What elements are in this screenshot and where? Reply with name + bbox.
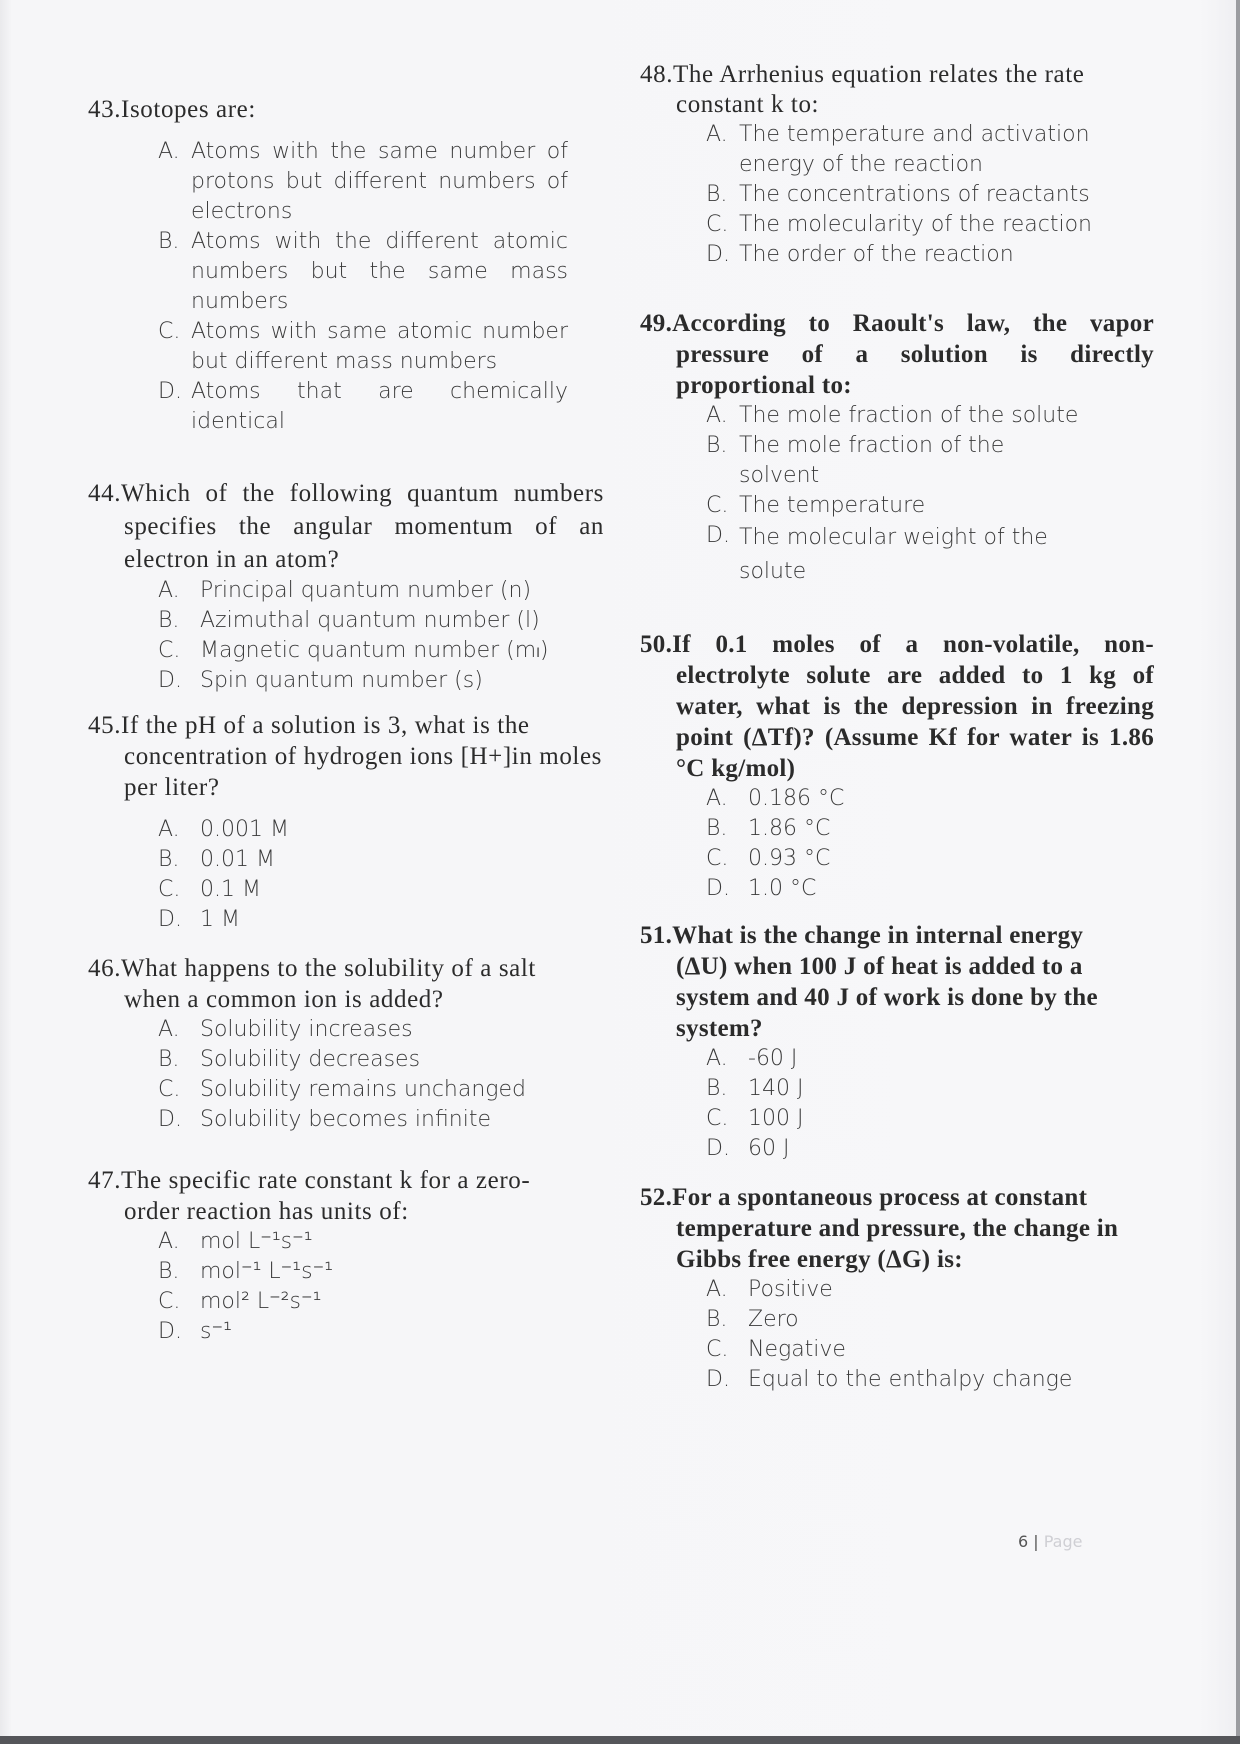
option: [706, 844, 1120, 874]
question-44: [88, 477, 604, 696]
option-text: 140 J: [748, 1076, 804, 1101]
option-letter: D.: [706, 242, 730, 267]
question-48: [640, 60, 1120, 270]
option-text: The order of the reaction: [739, 242, 1014, 267]
option: [706, 1365, 1120, 1395]
option: [158, 227, 568, 317]
option: [158, 636, 578, 666]
option-text: Equal to the enthalpy change: [748, 1367, 1073, 1392]
option-text: 1.0 °C: [748, 876, 817, 901]
question-43-options: [158, 137, 568, 437]
question-51: [640, 920, 1120, 1164]
question-48-text: 48.The Arrhenius equation relates the rate constant k to:: [640, 61, 1085, 118]
question-52-options: [706, 1275, 1120, 1395]
option-text: Atoms with the same number of protons but different numbers of electrons: [191, 139, 568, 224]
option-letter: D.: [158, 668, 182, 693]
page-number-word: Page: [1043, 1532, 1083, 1551]
option: [706, 1275, 1120, 1305]
question-50-options: [706, 784, 1120, 904]
question-45: [88, 710, 602, 935]
page-edge-bottom: [0, 1736, 1240, 1744]
option-text: The molecular weight of the solute: [739, 525, 1048, 584]
question-51-options: [706, 1044, 1120, 1164]
page-number-value: 6 |: [1018, 1532, 1039, 1551]
option-letter: C.: [158, 1289, 181, 1314]
option-letter: C.: [158, 877, 181, 902]
option-text: -60 J: [748, 1046, 798, 1071]
option: [158, 377, 568, 437]
option-letter: A.: [158, 817, 180, 842]
option-text: Atoms with same atomic number but different mass numbers: [191, 319, 568, 374]
question-46-options: [158, 1015, 578, 1135]
option: [706, 784, 1120, 814]
option: [706, 180, 1106, 210]
question-46: [88, 953, 578, 1135]
option-letter: A.: [706, 786, 728, 811]
option: [706, 1044, 1120, 1074]
question-51-text: 51.What is the change in internal energy (ΔU) when 100 J of heat is added to a system and 40 J of work is done by the system?: [640, 922, 1098, 1042]
question-52-text: 52.For a spontaneous process at constant temperature and pressure, the change in Gibbs free energy (ΔG) is:: [640, 1184, 1119, 1273]
option-letter: C.: [706, 212, 729, 237]
option: [158, 137, 568, 227]
page-number: [1018, 1532, 1082, 1551]
page-edge-right: [1236, 0, 1240, 1744]
option-text: Atoms that are chemically identical: [191, 379, 568, 434]
option: [706, 1074, 1120, 1104]
option-text: The temperature and activation energy of the reaction: [739, 122, 1090, 177]
question-49: [640, 308, 1154, 589]
option-text: Negative: [748, 1337, 846, 1362]
option-text: 0.1 M: [200, 877, 261, 902]
option-letter: C.: [158, 638, 181, 663]
option: [706, 1305, 1120, 1335]
option: [158, 1287, 578, 1317]
option: [158, 905, 578, 935]
option: [158, 1227, 578, 1257]
question-44-text: 44.Which of the following quantum numbers specifies the angular momentum of an electron in an atom?: [88, 480, 604, 573]
option-letter: B.: [706, 433, 728, 458]
option-text: 1 M: [200, 907, 240, 932]
option: [706, 240, 1106, 270]
option: [158, 1045, 578, 1075]
option: [706, 1134, 1120, 1164]
option-text: The temperature: [739, 493, 926, 518]
option-letter: B.: [158, 1259, 180, 1284]
option: [706, 521, 1086, 589]
option-letter: A.: [706, 122, 728, 147]
question-50-text: 50.If 0.1 moles of a non-volatile, non-electrolyte solute are added to 1 kg of water, what is the depression in freezing point (ΔTf)? (Assume Kf for water is 1.86 °C kg/mol): [640, 631, 1154, 782]
option: [158, 845, 578, 875]
option: [706, 210, 1106, 240]
option-text: The mole fraction of the solvent: [739, 433, 1005, 488]
option-letter: B.: [706, 816, 728, 841]
option: [158, 576, 578, 606]
option-letter: D.: [706, 1136, 730, 1161]
option: [706, 814, 1120, 844]
option: [158, 606, 578, 636]
option-text: Spin quantum number (s): [200, 668, 483, 693]
option: [706, 120, 1106, 180]
option-letter: C.: [706, 493, 729, 518]
option: [158, 1317, 578, 1347]
option-letter: C.: [706, 846, 729, 871]
option-letter: B.: [706, 1076, 728, 1101]
question-49-options: [706, 401, 1086, 589]
option: [158, 317, 568, 377]
option-text: mol L⁻¹s⁻¹: [200, 1229, 313, 1254]
option-text: mol² L⁻²s⁻¹: [200, 1289, 322, 1314]
option-text: s⁻¹: [200, 1319, 232, 1344]
option-letter: B.: [706, 1307, 728, 1332]
option-letter: B.: [158, 608, 180, 633]
option-letter: A.: [158, 139, 180, 164]
option-text: mol⁻¹ L⁻¹s⁻¹: [200, 1259, 334, 1284]
option-text: The concentrations of reactants: [739, 182, 1090, 207]
option-letter: A.: [158, 578, 180, 603]
option-letter: D.: [706, 1367, 730, 1392]
option-letter: C.: [706, 1106, 729, 1131]
option: [158, 1257, 578, 1287]
option: [706, 431, 1086, 491]
option-letter: C.: [158, 319, 181, 344]
option-letter: D.: [158, 907, 182, 932]
option-text: Positive: [748, 1277, 833, 1302]
option-text: 1.86 °C: [748, 816, 831, 841]
option: [706, 1104, 1120, 1134]
right-column: [640, 60, 1154, 1425]
option: [158, 666, 578, 696]
left-column: [88, 94, 604, 1377]
option-letter: D.: [706, 523, 730, 548]
option-text: Solubility decreases: [200, 1047, 421, 1072]
option-letter: D.: [158, 379, 182, 404]
option-letter: A.: [706, 403, 728, 428]
option-letter: D.: [158, 1107, 182, 1132]
option-text: Atoms with the different atomic numbers but the same mass numbers: [191, 229, 568, 314]
option-letter: B.: [706, 182, 728, 207]
option-letter: D.: [158, 1319, 182, 1344]
option-text: 0.001 M: [200, 817, 289, 842]
option-letter: A.: [158, 1229, 180, 1254]
option-text: 60 J: [748, 1136, 790, 1161]
option-text: 0.93 °C: [748, 846, 831, 871]
question-47-text: 47.The specific rate constant k for a zero-order reaction has units of:: [88, 1167, 531, 1225]
option-text: 0.186 °C: [748, 786, 845, 811]
option: [706, 401, 1086, 431]
question-48-options: [706, 120, 1106, 270]
option-letter: B.: [158, 847, 180, 872]
option: [706, 874, 1120, 904]
option-letter: C.: [706, 1337, 729, 1362]
option: [158, 875, 578, 905]
option-text: The molecularity of the reaction: [739, 212, 1092, 237]
question-47: [88, 1165, 578, 1347]
question-50: [640, 629, 1154, 904]
option-letter: B.: [158, 1047, 180, 1072]
option-letter: D.: [706, 876, 730, 901]
question-43: [88, 94, 578, 437]
option-letter: A.: [158, 1017, 180, 1042]
option: [158, 1075, 578, 1105]
option-text: The mole fraction of the solute: [739, 403, 1079, 428]
option-letter: A.: [706, 1046, 728, 1071]
option-text: Solubility increases: [200, 1017, 413, 1042]
question-46-text: 46.What happens to the solubility of a salt when a common ion is added?: [88, 955, 536, 1013]
question-49-text: 49.According to Raoult's law, the vapor pressure of a solution is directly proportional to:: [640, 310, 1154, 399]
question-44-options: [158, 576, 578, 696]
question-47-options: [158, 1227, 578, 1347]
option: [158, 1015, 578, 1045]
option-letter: B.: [158, 229, 180, 254]
option-text: 100 J: [748, 1106, 804, 1131]
option-text: 0.01 M: [200, 847, 275, 872]
question-43-text: 43.Isotopes are:: [88, 96, 256, 123]
option-text: Solubility becomes infinite: [200, 1107, 492, 1132]
option-text: Magnetic quantum number (mₗ): [200, 638, 549, 663]
option-text: Principal quantum number (n): [200, 578, 532, 603]
option-letter: C.: [158, 1077, 181, 1102]
question-52: [640, 1182, 1120, 1395]
option: [158, 815, 578, 845]
option: [158, 1105, 578, 1135]
option-text: Solubility remains unchanged: [200, 1077, 526, 1102]
option-text: Zero: [748, 1307, 799, 1332]
option-letter: A.: [706, 1277, 728, 1302]
option: [706, 491, 1086, 521]
option-text: Azimuthal quantum number (l): [200, 608, 540, 633]
question-45-text: 45.If the pH of a solution is 3, what is the concentration of hydrogen ions [H+]in moles per liter?: [88, 712, 602, 801]
option: [706, 1335, 1120, 1365]
question-45-options: [158, 815, 578, 935]
